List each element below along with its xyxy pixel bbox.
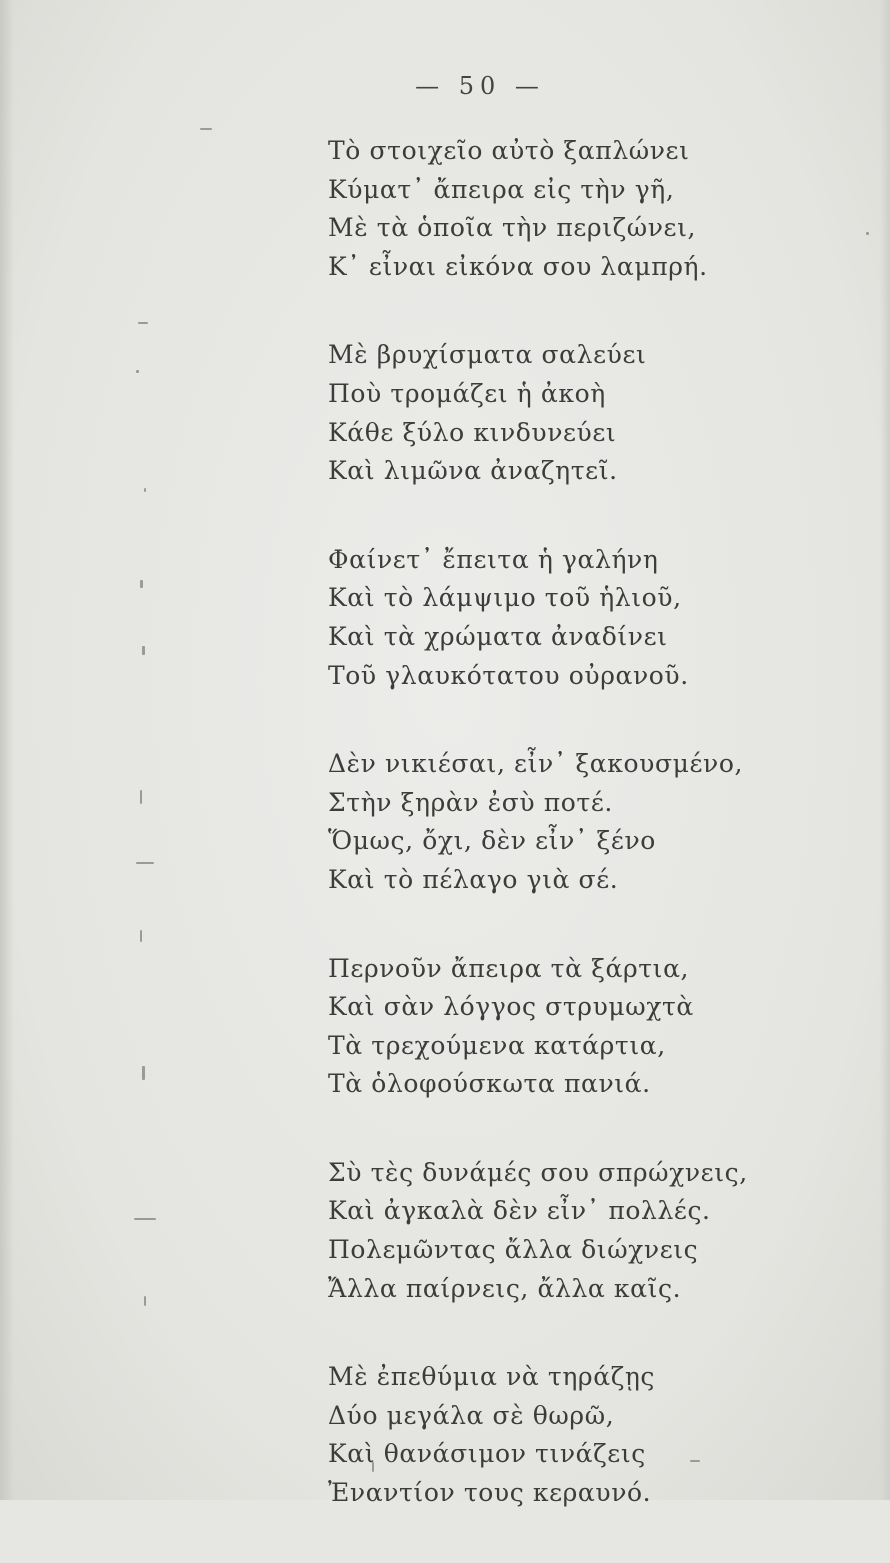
stanza-6 bbox=[328, 1154, 848, 1308]
poem-line: Ὅμως, ὄχι, δὲν εἶν᾿ ξένο bbox=[328, 826, 656, 856]
poem-line: Καὶ τὸ λάμψιμο τοῦ ἡλιοῦ, bbox=[328, 583, 682, 613]
poem-line: Τὰ τρεχούμενα κατάρτια, bbox=[328, 1030, 666, 1060]
poem-line: Τὰ ὁλοφούσκωτα πανιά. bbox=[328, 1069, 651, 1099]
poem-line: Μὲ βρυχίσματα σαλεύει bbox=[328, 340, 647, 370]
poem bbox=[328, 132, 848, 1563]
poem-line: Καὶ τὸ πέλαγο γιὰ σέ. bbox=[328, 864, 619, 894]
poem-line: Στὴν ξηρὰν ἐσὺ ποτέ. bbox=[328, 787, 613, 817]
poem-line: Κ᾿ εἶναι εἰκόνα σου λαμπρή. bbox=[328, 251, 708, 281]
poem-line: Τὸ στοιχεῖο αὐτὸ ξαπλώνει bbox=[328, 136, 690, 165]
poem-line: Ἄλλα παίρνεις, ἄλλα καῖς. bbox=[328, 1273, 682, 1303]
poem-line: Κάθε ξύλο κινδυνεύει bbox=[328, 417, 617, 447]
poem-line: Ἐναντίον τους κεραυνό. bbox=[328, 1478, 652, 1508]
poem-line: Κύματ᾿ ἄπειρα εἰς τὴν γῆ, bbox=[328, 174, 675, 204]
page-edge-shadow-left bbox=[0, 0, 14, 1500]
poem-line: Μὲ ἐπεθύμια νὰ τηράζῃς bbox=[328, 1362, 656, 1392]
poem-line: Μὲ τὰ ὁποῖα τὴν περιζώνει, bbox=[328, 213, 697, 243]
page-edge-shadow-right bbox=[880, 0, 890, 1500]
poem-line: Καὶ θανάσιμον τινάζεις bbox=[328, 1439, 646, 1469]
stanza-4 bbox=[328, 745, 848, 899]
poem-line: Φαίνετ᾿ ἔπειτα ἡ γαλήνη bbox=[328, 544, 659, 574]
stanza-5 bbox=[328, 950, 848, 1104]
stanza-2 bbox=[328, 336, 848, 490]
poem-line: Καὶ λιμῶνα ἀναζητεῖ. bbox=[328, 456, 618, 486]
poem-line: Ποὺ τρομάζει ἡ ἀκοὴ bbox=[328, 378, 606, 408]
stanza-7 bbox=[328, 1358, 848, 1512]
poem-line: Καὶ ἀγκαλὰ δὲν εἶν᾿ πολλές. bbox=[328, 1196, 711, 1226]
poem-line: Δύο μεγάλα σὲ θωρῶ, bbox=[328, 1400, 615, 1430]
stanza-1 bbox=[328, 132, 848, 286]
poem-line: Σὺ τὲς δυνάμές σου σπρώχνεις, bbox=[328, 1157, 748, 1187]
poem-line: Καὶ τὰ χρώματα ἀναδίνει bbox=[328, 621, 668, 651]
poem-line: Περνοῦν ἄπειρα τὰ ξάρτια, bbox=[328, 953, 690, 983]
poem-line: Καὶ σὰν λόγγος στρυμωχτὰ bbox=[328, 992, 694, 1022]
poem-line: Πολεμῶντας ἄλλα διώχνεις bbox=[328, 1235, 699, 1265]
poem-line: Τοῦ γλαυκότατου οὐρανοῦ. bbox=[328, 660, 689, 690]
stanza-3 bbox=[328, 541, 848, 695]
poem-line: Δὲν νικιέσαι, εἶν᾿ ξακουσμένο, bbox=[328, 749, 744, 779]
page-number: — 50 — bbox=[415, 72, 545, 100]
